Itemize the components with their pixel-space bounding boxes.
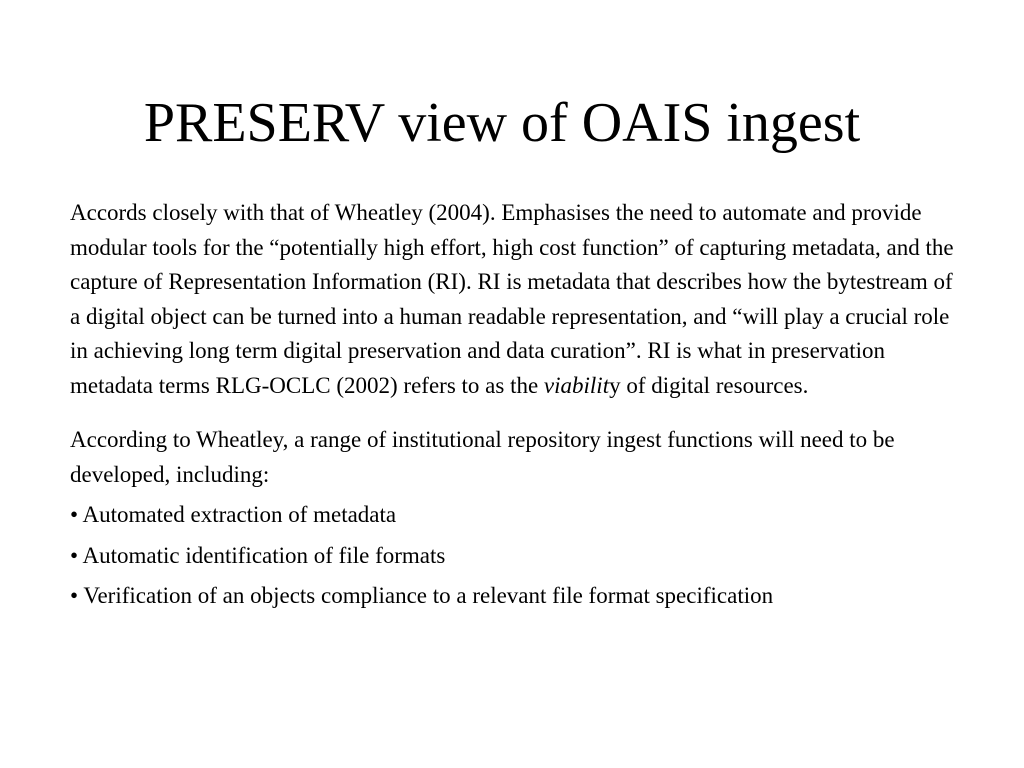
italic-viability: viabilit xyxy=(543,372,610,398)
bullet-text: Automatic identification of file formats xyxy=(82,542,446,568)
paragraph-text-after-italic: y of digital resources. xyxy=(609,372,809,398)
paragraph-ri-description xyxy=(70,196,960,403)
bullet-dot-icon: • xyxy=(70,583,79,608)
bullet-text: Verification of an objects compliance to a relevant file format specification xyxy=(83,583,774,608)
paragraph-ingest-functions: According to Wheatley, a range of institutional repository ingest functions will need to be developed, including: xyxy=(70,427,895,487)
bullet-list xyxy=(70,498,960,614)
bullet-dot-icon: • xyxy=(70,542,79,568)
bullet-item xyxy=(70,539,960,574)
bullet-item xyxy=(70,498,960,533)
bullet-dot-icon: • xyxy=(70,502,79,527)
bullet-text: Automated extraction of metadata xyxy=(82,502,397,527)
bullet-item xyxy=(70,579,960,614)
paragraph-text-before-italic: Accords closely with that of Wheatley (2004). Emphasises the need to automate and provide modular tools for the “potentially high effort, high cost function” of capturing metadata, and the capture of Representation Information (RI). RI is metadata that describes how the bytestream of a digital object can be turned into a human readable representation, and “will play a crucial role in achieving long term digital preservation and data curation”. RI is what in preservation metadata terms RLG-OCLC (2002) refers to as the xyxy=(70,200,954,398)
slide-title: PRESERV view of OAIS ingest xyxy=(143,92,861,154)
slide-body xyxy=(70,196,960,614)
